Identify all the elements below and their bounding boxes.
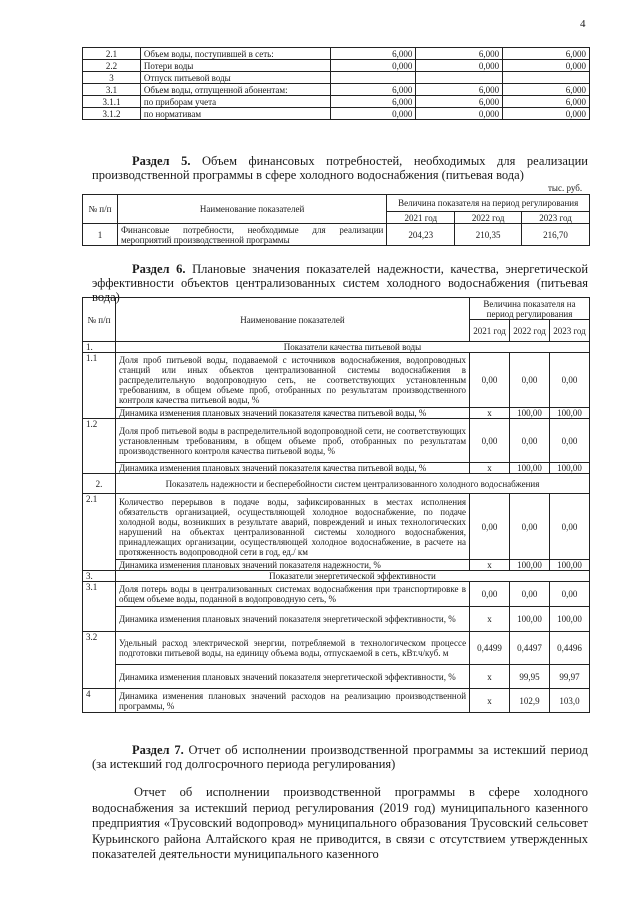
table-row xyxy=(83,582,590,607)
row-name: Отпуск питьевой воды xyxy=(140,72,330,84)
value-2021: 6,000 xyxy=(330,96,416,108)
table-row xyxy=(83,353,590,408)
table-row xyxy=(83,560,590,571)
year-header: 2023 год xyxy=(550,320,590,342)
value-2022: 102,9 xyxy=(510,689,550,713)
col-group-header: Величина показателя на период регулирования xyxy=(470,298,590,320)
value-2021: 6,000 xyxy=(330,48,416,60)
value-2023: 0,000 xyxy=(503,108,590,120)
table-row xyxy=(83,494,590,560)
value-2022: 6,000 xyxy=(416,48,503,60)
group-row xyxy=(83,342,590,353)
value-2023: 0,00 xyxy=(550,419,590,463)
section5-heading xyxy=(92,154,588,182)
col-name-header: Наименование показателей xyxy=(115,298,469,342)
value-2022: 6,000 xyxy=(416,84,503,96)
value-2023 xyxy=(503,72,590,84)
value-2023: 216,70 xyxy=(522,224,590,246)
value-2023: 99,97 xyxy=(550,665,590,689)
group-row xyxy=(83,571,590,582)
row-name: Динамика изменения плановых значений показателя энергетической эффективности, % xyxy=(115,607,469,632)
value-2021: x xyxy=(470,560,510,571)
value-2021: 0,000 xyxy=(330,60,416,72)
group-title: Показатели качества питьевой воды xyxy=(115,342,589,353)
value-2023: 100,00 xyxy=(550,560,590,571)
value-2021: x xyxy=(470,665,510,689)
value-2023: 0,000 xyxy=(503,60,590,72)
section5-unit: тыс. руб. xyxy=(548,183,583,193)
group-title: Показатель надежности и бесперебойности систем централизованного холодного водоснабжения xyxy=(115,474,589,494)
value-2022: 0,00 xyxy=(510,353,550,408)
row-name: Динамика изменения плановых значений показателя надежности, % xyxy=(115,560,469,571)
value-2022: 99,95 xyxy=(510,665,550,689)
value-2022: 0,00 xyxy=(510,419,550,463)
row-number: 3.2 xyxy=(83,632,116,689)
col-name-header: Наименование показателей xyxy=(117,195,386,224)
value-2022: 100,00 xyxy=(510,408,550,419)
table-header-row xyxy=(83,195,590,212)
section5-label: Раздел 5. xyxy=(132,154,191,168)
row-number: 1 xyxy=(83,224,118,246)
table-row xyxy=(83,72,590,84)
row-name: по приборам учета xyxy=(140,96,330,108)
value-2023: 103,0 xyxy=(550,689,590,713)
value-2022: 0,000 xyxy=(416,108,503,120)
value-2023: 6,000 xyxy=(503,96,590,108)
row-number: 4 xyxy=(83,689,116,713)
value-2021: 0,00 xyxy=(470,419,510,463)
row-number: 3.1 xyxy=(83,84,141,96)
section7-heading xyxy=(92,743,588,771)
year-header: 2022 год xyxy=(455,212,522,224)
value-2021: x xyxy=(470,607,510,632)
year-header: 2023 год xyxy=(522,212,590,224)
table-row xyxy=(83,632,590,665)
table-row xyxy=(83,224,590,246)
row-name: Доля проб питьевой воды, подаваемой с источников водоснабжения, водопроводных станций или иных объектов централизованной системы водоснабжения в распределительную водопроводную сеть, не соответствующих установленным требованиям, в общем объеме проб, отобранных по результатам производственного контроля качества питьевой воды, % xyxy=(115,353,469,408)
row-name: Потери воды xyxy=(140,60,330,72)
row-name: Финансовые потребности, необходимые для реализации мероприятий производственной программы xyxy=(117,224,386,246)
row-number: 2.1 xyxy=(83,48,141,60)
year-header: 2022 год xyxy=(510,320,550,342)
table-row xyxy=(83,408,590,419)
value-2023: 100,00 xyxy=(550,607,590,632)
value-2022: 210,35 xyxy=(455,224,522,246)
value-2022: 0,000 xyxy=(416,60,503,72)
col-num-header: № п/п xyxy=(83,195,118,224)
value-2021 xyxy=(330,72,416,84)
reliability-indicators-table xyxy=(82,297,590,713)
value-2022: 0,00 xyxy=(510,494,550,560)
value-2023: 0,00 xyxy=(550,494,590,560)
table-row xyxy=(83,108,590,120)
value-2021: x xyxy=(470,463,510,474)
section7-label: Раздел 7. xyxy=(132,743,184,757)
value-2022: 100,00 xyxy=(510,560,550,571)
value-2021: 0,000 xyxy=(330,108,416,120)
value-2023: 0,00 xyxy=(550,353,590,408)
group-number: 2. xyxy=(83,474,116,494)
water-volume-table xyxy=(82,47,590,120)
table-row xyxy=(83,96,590,108)
value-2022: 100,00 xyxy=(510,463,550,474)
row-name: Динамика изменения плановых значений показателя качества питьевой воды, % xyxy=(115,463,469,474)
table-header-row xyxy=(83,298,590,320)
row-number: 1.1 xyxy=(83,353,116,419)
value-2022: 100,00 xyxy=(510,607,550,632)
section5-title: Объем финансовых потребностей, необходимых для реализации производственной программы в сфере холодного водоснабжения (питьевая вода) xyxy=(92,154,588,182)
col-group-header: Величина показателя на период регулирования xyxy=(387,195,590,212)
table-row xyxy=(83,665,590,689)
value-2021: 6,000 xyxy=(330,84,416,96)
row-name: Объем воды, поступившей в сеть: xyxy=(140,48,330,60)
value-2021: x xyxy=(470,689,510,713)
value-2021: 0,00 xyxy=(470,494,510,560)
value-2021: 0,00 xyxy=(470,353,510,408)
row-number: 2.1 xyxy=(83,494,116,571)
group-row xyxy=(83,474,590,494)
col-num-header: № п/п xyxy=(83,298,116,342)
table-row xyxy=(83,463,590,474)
row-name: Динамика изменения плановых значений показателя энергетической эффективности, % xyxy=(115,665,469,689)
value-2023: 6,000 xyxy=(503,48,590,60)
table-row xyxy=(83,60,590,72)
table-row xyxy=(83,84,590,96)
value-2023: 0,4496 xyxy=(550,632,590,665)
value-2023: 100,00 xyxy=(550,463,590,474)
financial-needs-table xyxy=(82,194,590,246)
table-row xyxy=(83,48,590,60)
table-row xyxy=(83,689,590,713)
row-number: 2.2 xyxy=(83,60,141,72)
group-title: Показатели энергетической эффективности xyxy=(115,571,589,582)
row-name: Объем воды, отпущенной абонентам: xyxy=(140,84,330,96)
value-2023: 6,000 xyxy=(503,84,590,96)
value-2021: 0,00 xyxy=(470,582,510,607)
value-2021: 204,23 xyxy=(387,224,455,246)
row-number: 1.2 xyxy=(83,419,116,474)
group-number: 3. xyxy=(83,571,116,582)
table-row xyxy=(83,607,590,632)
group-number: 1. xyxy=(83,342,116,353)
row-name: Удельный расход электрической энергии, потребляемой в технологическом процессе подготовки питьевой воды, на единицу объема воды, отпускаемой в сеть, кВт.ч/куб. м xyxy=(115,632,469,665)
year-header: 2021 год xyxy=(470,320,510,342)
row-name: Динамика изменения плановых значений расходов на реализацию производственной программы, % xyxy=(115,689,469,713)
row-number: 3 xyxy=(83,72,141,84)
row-number: 3.1 xyxy=(83,582,116,632)
section6-label: Раздел 6. xyxy=(132,262,186,276)
row-name: Количество перерывов в подаче воды, зафиксированных в местах исполнения обязательств организацией, осуществляющей холодное водоснабжение, по подаче холодной воды, возникших в результате аварий, повреждений и иных технологических нарушений на объектах централизованной системы холодного водоснабжения, принадлежащих организации, осуществляющей холодное водоснабжение, в расчете на протяженность водопроводной сети в год, ед./ км xyxy=(115,494,469,560)
value-2023: 100,00 xyxy=(550,408,590,419)
row-name: Динамика изменения плановых значений показателя качества питьевой воды, % xyxy=(115,408,469,419)
table-row xyxy=(83,419,590,463)
year-header: 2021 год xyxy=(387,212,455,224)
value-2022 xyxy=(416,72,503,84)
row-number: 3.1.1 xyxy=(83,96,141,108)
section6-title: Плановые значения показателей надежности, качества, энергетической эффективности объектов централизованных систем холодного водоснабжения (питьевая вода) xyxy=(92,262,589,304)
value-2021: 0,4499 xyxy=(470,632,510,665)
value-2022: 6,000 xyxy=(416,96,503,108)
section7-paragraph: Отчет об исполнении производственной программы в сфере холодного водоснабжения за истекший период регулирования (2019 год) муниципального казенного предприятия «Трусовский водопровод» муниципального образования Трусовский сельсовет Курьинского района Алтайского края не приводится, в связи с отсутствием утвержденных показателей деятельности муниципального казенного xyxy=(92,785,588,861)
row-number: 3.1.2 xyxy=(83,108,141,120)
value-2022: 0,4497 xyxy=(510,632,550,665)
page-number: 4 xyxy=(580,18,586,30)
value-2023: 0,00 xyxy=(550,582,590,607)
value-2022: 0,00 xyxy=(510,582,550,607)
section7-title: Отчет об исполнении производственной программы за истекший период (за истекший год долгосрочного периода регулирования) xyxy=(92,743,588,771)
value-2021: x xyxy=(470,408,510,419)
row-name: Доля потерь воды в централизованных системах водоснабжения при транспортировке в общем объеме воды, поданной в водопроводную сеть, % xyxy=(115,582,469,607)
row-name: по нормативам xyxy=(140,108,330,120)
row-name: Доля проб питьевой воды в распределительной водопроводной сети, не соответствующих установленным требованиям, в общем объеме проб, отобранных по результатам производственного контроля качества питьевой воды, % xyxy=(115,419,469,463)
